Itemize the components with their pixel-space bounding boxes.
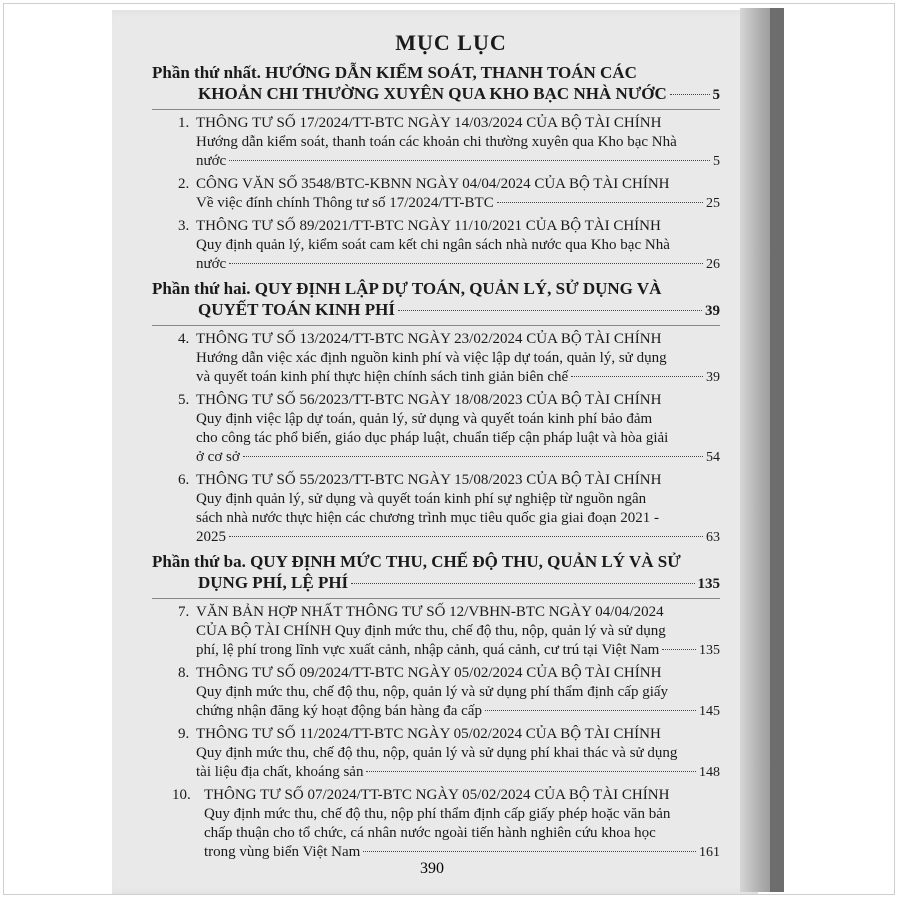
entry-body <box>204 786 720 862</box>
entry-line: Quy định mức thu, chế độ thu, nộp phí thẩm định cấp giấy phép hoặc văn bản <box>204 806 671 822</box>
dot-leader <box>363 851 696 852</box>
entry-last-text: ở cơ sở <box>196 449 240 465</box>
entry-page-number: 25 <box>706 196 720 211</box>
entry-body <box>196 391 720 467</box>
entry-number: 4. <box>178 331 190 347</box>
entry-line: chấp thuận cho tổ chức, cá nhân nước ngoài tiến hành nghiên cứu khoa học <box>204 825 656 841</box>
entry-last-text: và quyết toán kinh phí thực hiện chính sách tinh giản biên chế <box>196 369 569 385</box>
dot-leader <box>398 310 702 311</box>
entry-line: THÔNG TƯ SỐ 13/2024/TT-BTC NGÀY 23/02/2024 CỦA BỘ TÀI CHÍNH <box>196 331 662 347</box>
toc-entry <box>152 175 720 213</box>
entry-last-line <box>196 702 720 721</box>
entry-body <box>196 330 720 387</box>
entry-last-text: phí, lệ phí trong lĩnh vực xuất cảnh, nhập cảnh, quá cảnh, cư trú tại Việt Nam <box>196 642 660 658</box>
entry-line: sách nhà nước thực hiện các chương trình mục tiêu quốc gia giai đoạn 2021 - <box>196 510 660 526</box>
entry-line: CÔNG VĂN SỐ 3548/BTC-KBNN NGÀY 04/04/2024 CỦA BỘ TÀI CHÍNH <box>196 176 670 192</box>
part-heading-line1: Phần thứ nhất. HƯỚNG DẪN KIỂM SOÁT, THANH TOÁN CÁC <box>152 63 637 82</box>
entry-last-text: tài liệu địa chất, khoáng sản <box>196 764 364 780</box>
part-page-number: 5 <box>712 87 720 103</box>
entry-line: Hướng dẫn kiểm soát, thanh toán các khoản chi thường xuyên qua Kho bạc Nhà <box>196 134 677 150</box>
entry-page-number: 5 <box>713 154 720 169</box>
entry-line: Quy định mức thu, chế độ thu, nộp, quản lý và sử dụng phí khai thác và sử dụng <box>196 745 678 761</box>
entry-page-number: 54 <box>706 450 720 465</box>
part-underline <box>152 325 720 326</box>
entry-number: 3. <box>178 218 190 234</box>
entry-page-number: 148 <box>699 765 720 780</box>
entry-page-number: 135 <box>699 643 720 658</box>
part-heading-line2 <box>152 299 720 322</box>
toc-entry <box>152 114 720 171</box>
part-underline <box>152 598 720 599</box>
book-spine-edge <box>770 8 784 892</box>
dot-leader <box>670 94 710 95</box>
table-of-contents <box>152 30 720 862</box>
entry-line: THÔNG TƯ SỐ 07/2024/TT-BTC NGÀY 05/02/2024 CỦA BỘ TÀI CHÍNH <box>204 787 670 803</box>
dot-leader <box>229 263 703 264</box>
toc-entry <box>152 217 720 274</box>
entry-body <box>196 664 720 721</box>
entry-last-text: 2025 <box>196 529 226 545</box>
part-heading-text: DỤNG PHÍ, LỆ PHÍ <box>198 573 349 592</box>
dot-leader <box>229 536 703 537</box>
dot-leader <box>366 771 696 772</box>
entry-line: Quy định quản lý, kiểm soát cam kết chi ngân sách nhà nước qua Kho bạc Nhà <box>196 237 670 253</box>
entry-last-text: trong vùng biển Việt Nam <box>204 844 361 860</box>
part-underline <box>152 109 720 110</box>
toc-parts <box>152 62 720 862</box>
toc-entry <box>152 603 720 660</box>
entry-page-number: 161 <box>699 845 720 860</box>
toc-part <box>152 278 720 326</box>
entry-page-number: 145 <box>699 704 720 719</box>
entry-last-line <box>196 368 720 387</box>
entry-line: THÔNG TƯ SỐ 89/2021/TT-BTC NGÀY 11/10/2021 CỦA BỘ TÀI CHÍNH <box>196 218 661 234</box>
entry-last-line <box>196 152 720 171</box>
entry-number: 7. <box>178 604 190 620</box>
toc-part <box>152 551 720 599</box>
entry-line: Quy định mức thu, chế độ thu, nộp, quản lý và sử dụng phí thẩm định cấp giấy <box>196 684 669 700</box>
dot-leader <box>351 583 694 584</box>
entry-line: VĂN BẢN HỢP NHẤT THÔNG TƯ SỐ 12/VBHN-BTC NGÀY 04/04/2024 <box>196 604 664 620</box>
entry-last-line <box>196 194 720 213</box>
entry-page-number: 63 <box>706 530 720 545</box>
entry-body <box>196 217 720 274</box>
dot-leader <box>662 649 696 650</box>
entry-last-text: nước <box>196 153 227 169</box>
entry-body <box>196 471 720 547</box>
entry-line: THÔNG TƯ SỐ 09/2024/TT-BTC NGÀY 05/02/2024 CỦA BỘ TÀI CHÍNH <box>196 665 662 681</box>
entry-last-line <box>196 448 720 467</box>
entry-number: 2. <box>178 176 190 192</box>
entry-line: Quy định quản lý, sử dụng và quyết toán kinh phí sự nghiệp từ nguồn ngân <box>196 491 647 507</box>
dot-leader <box>497 202 703 203</box>
entry-body <box>196 603 720 660</box>
toc-entry <box>152 330 720 387</box>
toc-entry <box>152 664 720 721</box>
entry-number: 5. <box>178 392 190 408</box>
toc-entry <box>152 471 720 547</box>
entry-line: CỦA BỘ TÀI CHÍNH Quy định mức thu, chế độ thu, nộp, quản lý và sử dụng <box>196 623 666 639</box>
page-number: 390 <box>420 860 444 877</box>
dot-leader <box>485 710 696 711</box>
entry-last-line <box>196 528 720 547</box>
entry-body <box>196 175 720 213</box>
entry-body <box>196 725 720 782</box>
entry-last-text: nước <box>196 256 227 272</box>
dot-leader <box>229 160 710 161</box>
dot-leader <box>243 456 703 457</box>
entry-number: 10. <box>172 787 191 803</box>
part-heading-line1: Phần thứ hai. QUY ĐỊNH LẬP DỰ TOÁN, QUẢN LÝ, SỬ DỤNG VÀ <box>152 279 662 298</box>
entry-page-number: 26 <box>706 257 720 272</box>
part-page-number: 135 <box>697 576 720 592</box>
entry-last-line <box>204 843 720 862</box>
entry-line: THÔNG TƯ SỐ 56/2023/TT-BTC NGÀY 18/08/2023 CỦA BỘ TÀI CHÍNH <box>196 392 662 408</box>
entry-last-line <box>196 255 720 274</box>
entry-body <box>196 114 720 171</box>
toc-entry <box>152 391 720 467</box>
part-heading-line1: Phần thứ ba. QUY ĐỊNH MỨC THU, CHẾ ĐỘ THU, QUẢN LÝ VÀ SỬ <box>152 552 681 571</box>
entry-line: Quy định việc lập dự toán, quản lý, sử dụng và quyết toán kinh phí bảo đảm <box>196 411 653 427</box>
part-heading-line2 <box>152 572 720 595</box>
dot-leader <box>571 376 703 377</box>
entry-number: 6. <box>178 472 190 488</box>
entry-number: 9. <box>178 726 190 742</box>
part-heading-text: KHOẢN CHI THƯỜNG XUYÊN QUA KHO BẠC NHÀ NƯỚC <box>198 84 667 103</box>
entry-last-text: Về việc đính chính Thông tư số 17/2024/TT-BTC <box>196 195 494 211</box>
entry-last-line <box>196 763 720 782</box>
entry-line: THÔNG TƯ SỐ 17/2024/TT-BTC NGÀY 14/03/2024 CỦA BỘ TÀI CHÍNH <box>196 115 662 131</box>
entry-number: 8. <box>178 665 190 681</box>
entry-number: 1. <box>178 115 190 131</box>
toc-entry <box>152 725 720 782</box>
toc-part <box>152 62 720 110</box>
entry-line: THÔNG TƯ SỐ 55/2023/TT-BTC NGÀY 15/08/2023 CỦA BỘ TÀI CHÍNH <box>196 472 662 488</box>
toc-title: MỤC LỤC <box>395 30 507 55</box>
entry-page-number: 39 <box>706 370 720 385</box>
part-page-number: 39 <box>705 303 720 319</box>
entry-line: Hướng dẫn việc xác định nguồn kinh phí và việc lập dự toán, quản lý, sử dụng <box>196 350 667 366</box>
entry-line: cho công tác phổ biến, giáo dục pháp luật, chuẩn tiếp cận pháp luật và hòa giải <box>196 430 669 446</box>
entry-last-text: chứng nhận đăng ký hoạt động bán hàng đa cấp <box>196 703 482 719</box>
entry-line: THÔNG TƯ SỐ 11/2024/TT-BTC NGÀY 05/02/2024 CỦA BỘ TÀI CHÍNH <box>196 726 661 742</box>
part-heading-text: QUYẾT TOÁN KINH PHÍ <box>198 300 395 319</box>
part-heading-line2 <box>152 83 720 106</box>
entry-last-line <box>196 641 720 660</box>
toc-entry <box>152 786 720 862</box>
